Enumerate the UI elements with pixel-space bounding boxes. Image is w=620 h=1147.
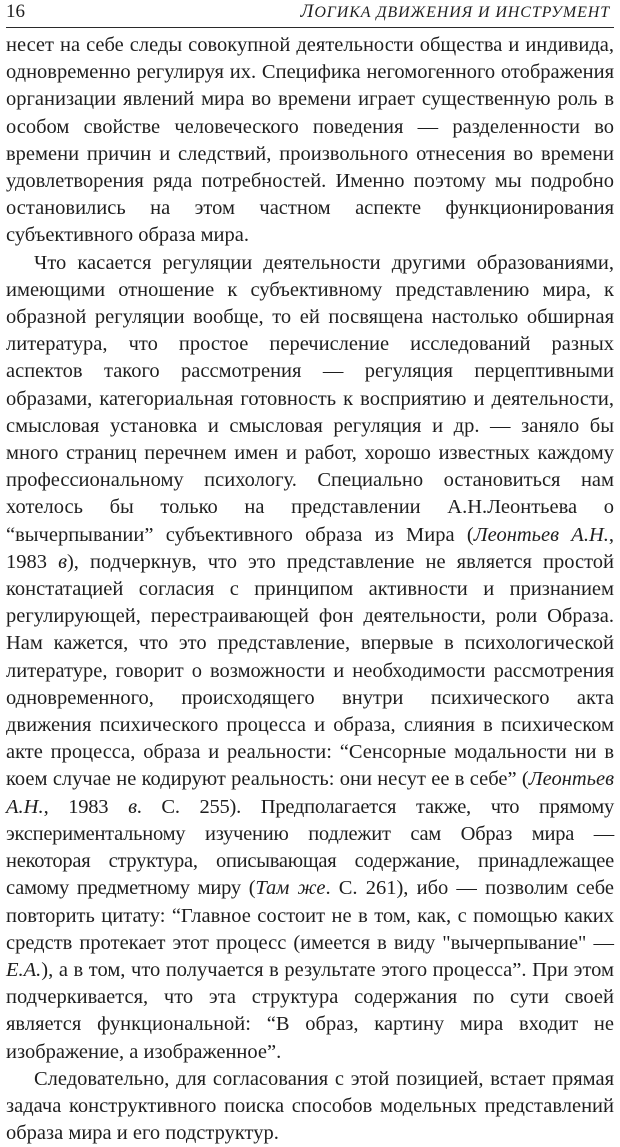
page-number: 16 — [6, 1, 25, 22]
page-header — [6, 0, 610, 28]
citation-author: Леонтьев А.Н. — [6, 768, 614, 818]
citation-letter: в — [58, 550, 67, 573]
paragraph-2-part-5: . С. 255). Предполагается также, что прямому экспериментальному изучению подлежит сам Образ мира — некоторая структура, описывающая содержание, принадлежащее самому предметному миру ( — [6, 795, 614, 900]
citation-initials: Е.А. — [6, 958, 42, 981]
paragraph-2 — [6, 250, 614, 1066]
paragraph-2-part-7: ), а в том, что получается в результате этого процесса”. При этом подчеркивается, что эта структура содержания по сути своей является функциональной: “В образ, картину мира входит не изображение, а изображенное”. — [6, 958, 614, 1063]
citation-letter: в — [128, 795, 137, 818]
paragraph-3: Следовательно, для согласования с этой позицией, встает прямая задача конструктивного поиска способов модельных представлений образа мира и его подструктур. — [6, 1067, 614, 1145]
header-rule — [6, 27, 614, 28]
running-title: ЛОГИКА ДВИЖЕНИЯ И ИНСТРУМЕНТ — [300, 1, 610, 22]
body-text — [6, 32, 614, 1147]
paragraph-1: несет на себе следы совокупной деятельности общества и индивида, одновременно регулируя их. Специфика негомогенного отображения организации явлений мира во времени играет существенную роль в особом свойстве человеческого поведения — разделенности во времени причин и следствий, произвольного отнесения во времени удовлетворения ряда потребностей. Именно поэтому мы подробно остановились на этом частном аспекте функционирования субъективного образа мира. — [6, 34, 614, 247]
paragraph-2-part-2: , 1983 — [6, 523, 614, 573]
paragraph-2-part-1: Что касается регуляции деятельности другими образованиями, имеющими отношение к субъективному представлению мира, к образной регуляции вообще, то ей посвящена настолько обширная литература, что простое перечисление исследований разных аспектов такого рассмотрения — регуляция перцептивными образами, категориальная готовность к восприятию и деятельности, смысловая установка и смысловая регуляция и др. — заняло бы много страниц перечнем имен и работ, хорошо известных каждому профессиональному психологу. Специально остановиться нам хотелось бы только на представлении А.Н.Леонтьева о “вычерпывании” субъективного образа из Мира ( — [6, 251, 614, 546]
paragraph-2-part-4: , 1983 — [43, 795, 129, 818]
citation-author: Леонтьев А.Н. — [473, 523, 609, 546]
citation-ibid: Там же — [255, 877, 326, 900]
paragraph-2-part-3: ), подчеркнув, что это представление не является простой констатацией согласия с принципом активности и признанием регулирующей, перестраивающей фон деятельности, роли Образа. Нам кажется, что это представление, впервые в психологической литературе, говорит о возможности и необходимости рассмотрения одновременного, происходящего внутри психического акта движения психического процесса и образа, слияния в психическом акте процесса, образа и реальности: “Сенсорные модальности ни в коем случае не кодируют реальность: они несут ее в себе” ( — [6, 550, 615, 791]
paragraph-2-part-6: . С. 261), ибо — позволим себе повторить цитату: “Главное состоит не в том, как, с помощью каких средств протекает этот процесс (имеется в виду "вычерпывание" — — [6, 877, 614, 954]
